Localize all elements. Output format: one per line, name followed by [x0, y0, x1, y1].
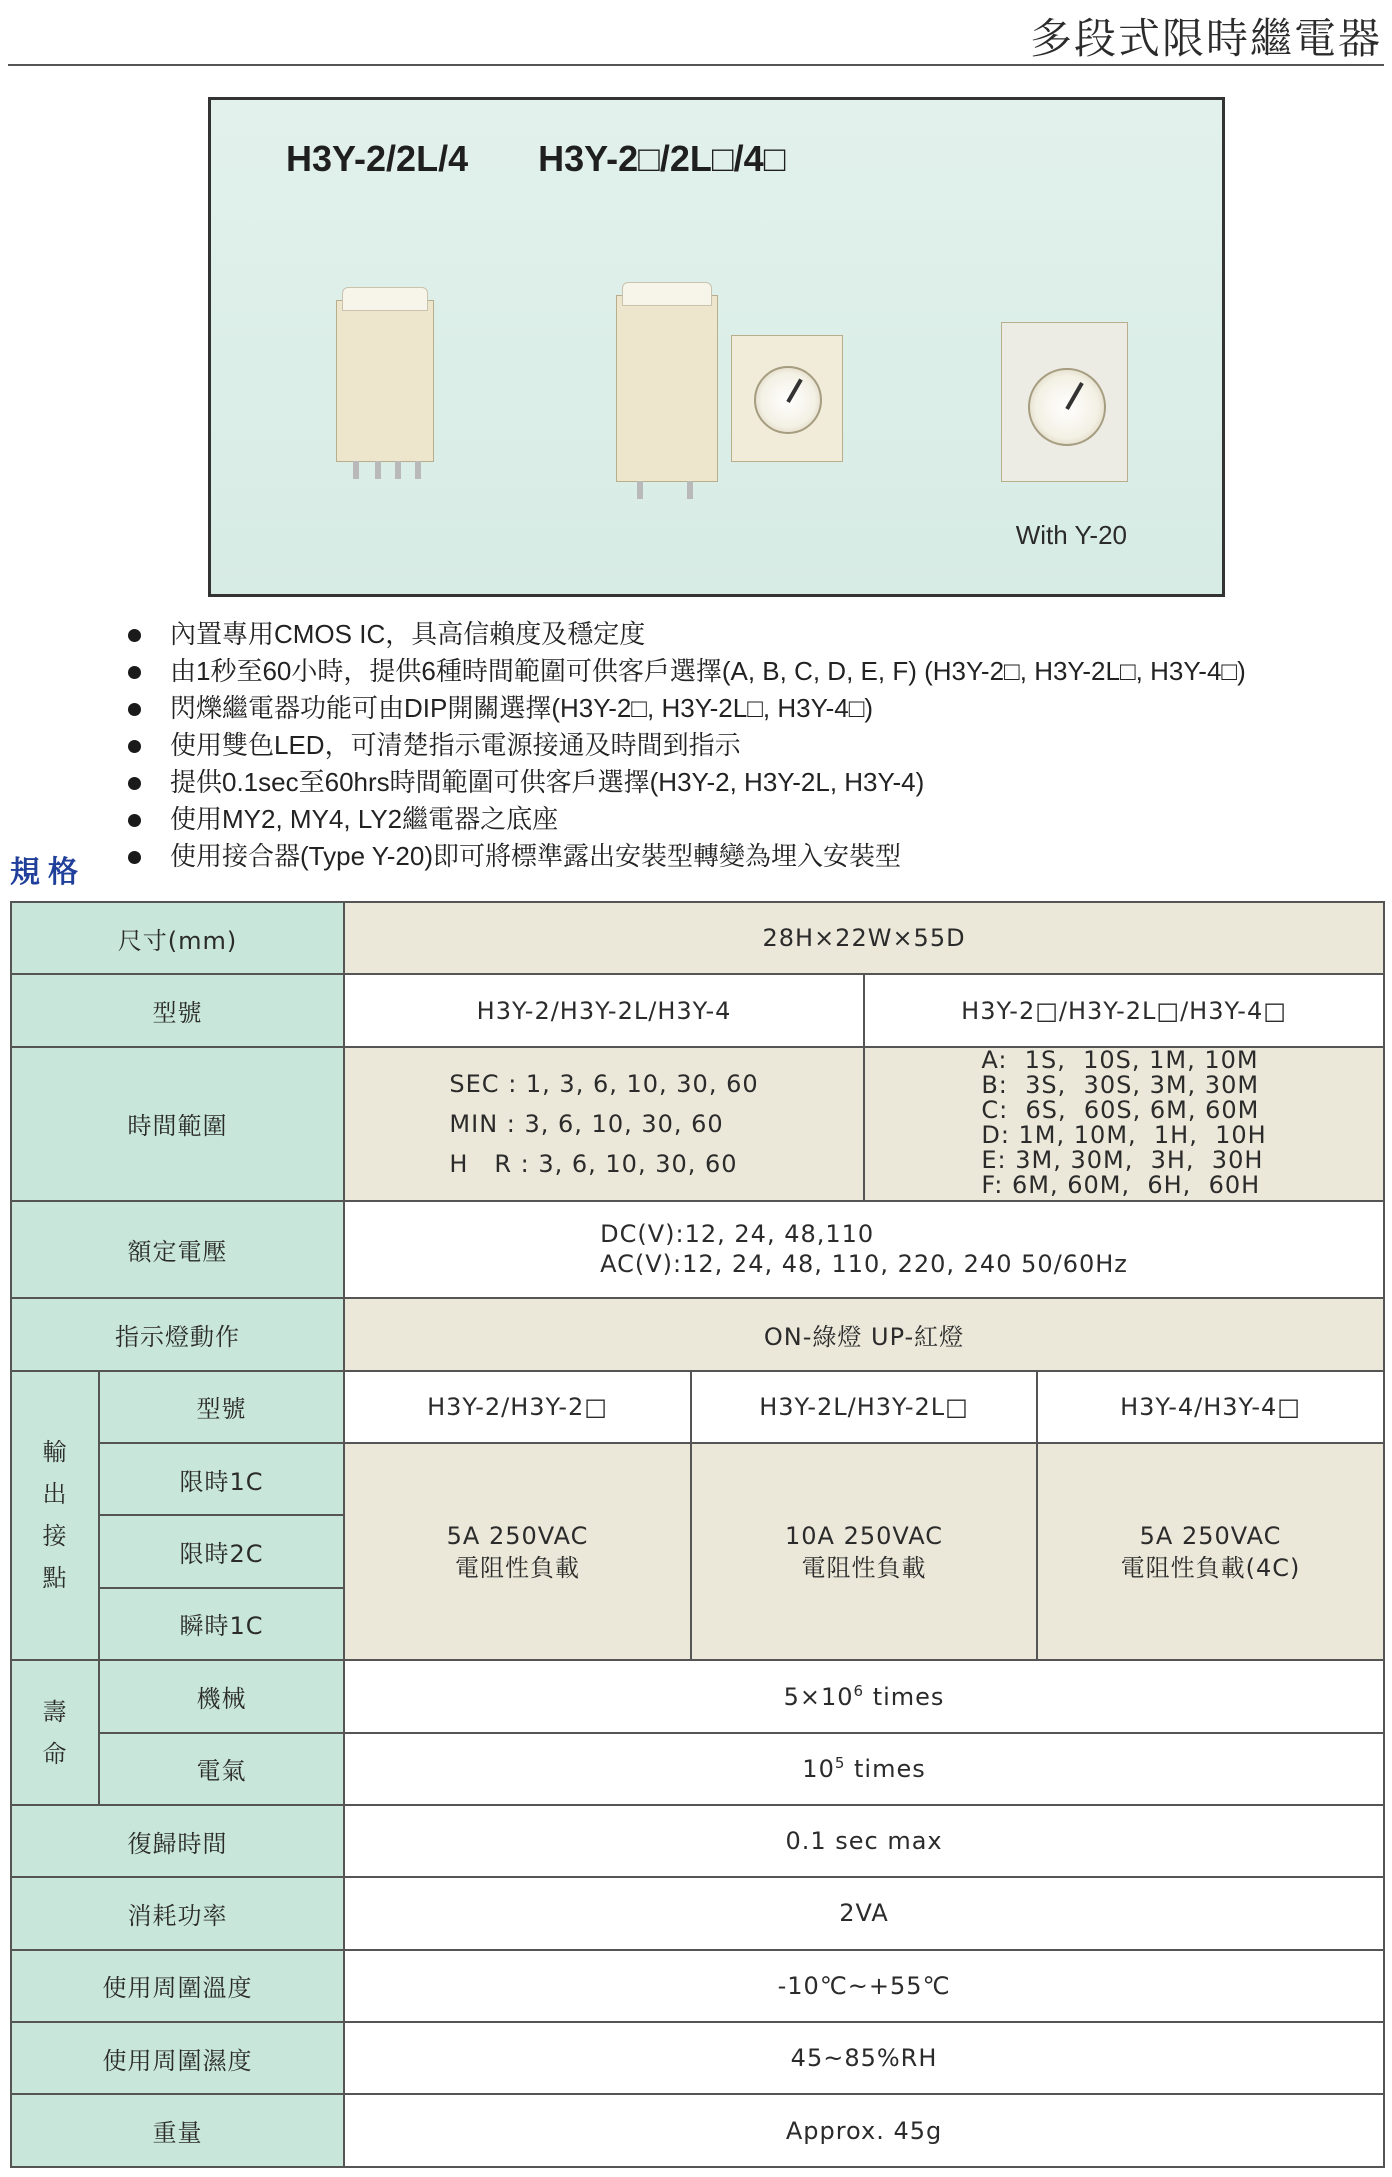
output-row-instant-1c: 瞬時1C [99, 1588, 344, 1660]
feature-item: 由1秒至60小時，提供6種時間範圍可供客戶選擇(A, B, C, D, E, F) (H3Y-2□, H3Y-2L□, H3Y-4□) [124, 653, 1246, 690]
time-range-standard [344, 1047, 864, 1201]
output-model-2l: H3Y-2L/H3Y-2L□ [691, 1371, 1037, 1443]
model-multi: H3Y-2□/2L□/4□ [538, 138, 786, 179]
reset-value: 0.1 sec max [344, 1805, 1384, 1877]
life-mech-value: $5\times 10^6$ times [344, 1660, 1384, 1732]
feature-item: 提供0.1sec至60hrs時間範圍可供客戶選擇(H3Y-2, H3Y-2L, H3Y-4) [124, 764, 1246, 801]
spec-table [10, 901, 1385, 2168]
indicator-label: 指示燈動作 [11, 1298, 344, 1370]
rating-4: 5A 250VAC 電阻性負載(4C) [1037, 1443, 1384, 1660]
time-range-hr: H R : 3, 6, 10, 30, 60 [449, 1149, 738, 1178]
output-group-label: 輸 出 接 點 [11, 1371, 99, 1661]
banner-models [286, 138, 845, 180]
temperature-label: 使用周圍溫度 [11, 1950, 344, 2022]
feature-item: 使用MY2, MY4, LY2繼電器之底座 [124, 801, 1246, 838]
feature-item: 閃爍繼電器功能可由DIP開關選擇(H3Y-2□, H3Y-2L□, H3Y-4□) [124, 690, 1246, 727]
feature-item: 內置專用CMOS IC，具高信賴度及穩定度 [124, 616, 1246, 653]
banner-caption: With Y-20 [1015, 520, 1127, 550]
page-title: 多段式限時繼電器 [1029, 14, 1382, 63]
output-row-timed-1c: 限時1C [99, 1443, 344, 1515]
time-range-multi [864, 1047, 1384, 1201]
voltage-value [344, 1201, 1384, 1299]
feature-list [124, 616, 1246, 875]
spec-heading: 規格 [10, 855, 86, 890]
relay-image-1 [336, 300, 434, 462]
dimension-value: 28H×22W×55D [344, 902, 1384, 974]
feature-item: 使用雙色LED，可清楚指示電源接通及時間到指示 [124, 727, 1246, 764]
time-range-e: E: 3M, 30M, 3H, 30H [981, 1146, 1264, 1175]
output-model-4: H3Y-4/H3Y-4□ [1037, 1371, 1384, 1443]
model-multi-value: H3Y-2□/H3Y-2L□/H3Y-4□ [864, 974, 1384, 1046]
title-divider [8, 64, 1384, 66]
time-range-c: C: 6S, 60S, 6M, 60M [981, 1096, 1260, 1125]
rating-2l: 10A 250VAC 電阻性負載 [691, 1443, 1037, 1660]
output-model-label: 型號 [99, 1371, 344, 1443]
power-value: 2VA [344, 1877, 1384, 1949]
life-group-label: 壽 命 [11, 1660, 99, 1805]
relay-image-3 [731, 335, 843, 462]
time-range-sec: SEC : 1, 3, 6, 10, 30, 60 [449, 1069, 759, 1098]
power-label: 消耗功率 [11, 1877, 344, 1949]
product-banner [208, 97, 1225, 597]
temperature-value: -10℃~+55℃ [344, 1950, 1384, 2022]
humidity-value: 45~85%RH [344, 2022, 1384, 2094]
weight-label: 重量 [11, 2094, 344, 2167]
time-range-label: 時間範圍 [11, 1047, 344, 1201]
life-elec-label: 電氣 [99, 1733, 344, 1805]
model-label: 型號 [11, 974, 344, 1046]
weight-value: Approx. 45g [344, 2094, 1384, 2167]
model-standard-value: H3Y-2/H3Y-2L/H3Y-4 [344, 974, 864, 1046]
time-range-f: F: 6M, 60M, 6H, 60H [981, 1171, 1261, 1200]
output-model-2: H3Y-2/H3Y-2□ [344, 1371, 691, 1443]
life-elec-value: $10^5$ times [344, 1733, 1384, 1805]
life-mech-label: 機械 [99, 1660, 344, 1732]
rating-2: 5A 250VAC 電阻性負載 [344, 1443, 691, 1660]
humidity-label: 使用周圍濕度 [11, 2022, 344, 2094]
output-row-timed-2c: 限時2C [99, 1515, 344, 1587]
time-range-b: B: 3S, 30S, 3M, 30M [981, 1071, 1260, 1100]
relay-image-y20 [1001, 322, 1128, 482]
model-standard: H3Y-2/2L/4 [286, 138, 469, 179]
reset-label: 復歸時間 [11, 1805, 344, 1877]
indicator-value: ON-綠燈 UP-紅燈 [344, 1298, 1384, 1370]
voltage-label: 額定電壓 [11, 1201, 344, 1299]
dimension-label: 尺寸(mm) [11, 902, 344, 974]
relay-image-2 [616, 295, 718, 482]
time-range-min: MIN : 3, 6, 10, 30, 60 [449, 1109, 724, 1138]
voltage-ac: AC(V):12, 24, 48, 110, 220, 240 50/60Hz [600, 1250, 1128, 1279]
voltage-dc: DC(V):12, 24, 48,110 [600, 1220, 875, 1249]
time-range-d: D: 1M, 10M, 1H, 10H [981, 1121, 1267, 1150]
feature-item: 使用接合器(Type Y-20)即可將標準露出安裝型轉變為埋入安裝型 [124, 838, 1246, 875]
time-range-a: A: 1S, 10S, 1M, 10M [981, 1046, 1259, 1075]
